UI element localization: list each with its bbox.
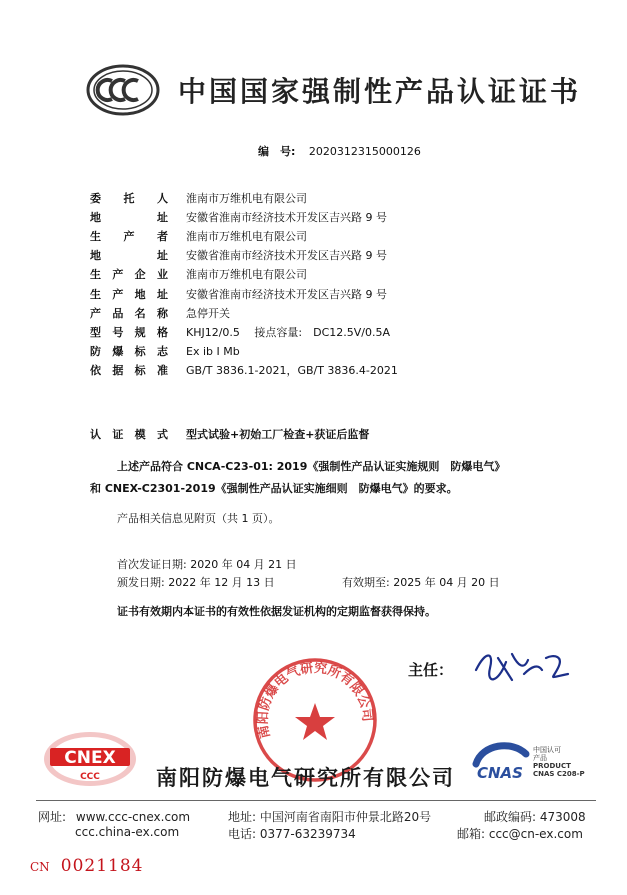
- field-label: 依 据 标 准: [90, 364, 168, 378]
- website-row: [38, 808, 190, 825]
- field-row: [90, 188, 570, 207]
- field-row: [90, 303, 570, 322]
- field-row: [90, 284, 570, 303]
- field-value: 安徽省淮南市经济技术开发区吉兴路 9 号: [186, 249, 387, 263]
- certificate-title: 中国国家强制性产品认证证书: [178, 75, 582, 108]
- email[interactable]: 邮箱: ccc@cn-ex.com: [457, 827, 583, 841]
- website-label: 网址:: [38, 810, 67, 824]
- field-label: 生 产 地 址: [90, 287, 168, 301]
- serial-prefix: CN: [30, 860, 50, 874]
- field-row: [90, 265, 570, 284]
- svg-text:CNAS: CNAS: [477, 764, 523, 782]
- field-row: [90, 207, 570, 226]
- field-row: [90, 342, 570, 361]
- first-issue-date: 首次发证日期: 2020 年 04 月 21 日: [117, 558, 297, 571]
- expiry-date: 有效期至: 2025 年 04 月 20 日: [342, 576, 500, 589]
- field-row: [90, 246, 570, 265]
- annex-note: 产品相关信息见附页（共 1 页）。: [117, 512, 280, 525]
- field-label: 认 证 模 式: [90, 428, 168, 441]
- field-value: 急停开关: [186, 306, 230, 320]
- field-value: 淮南市万维机电有限公司: [186, 268, 307, 282]
- field-label: 委 托 人: [90, 191, 168, 205]
- field-label: 型 号 规 格: [90, 325, 168, 339]
- svg-text:CNEX: CNEX: [64, 748, 116, 768]
- director-signature: [468, 640, 578, 690]
- svg-text:南阳防爆电气研究所有限公司: 南阳防爆电气研究所有限公司: [255, 660, 375, 740]
- conformity-statement-line1: 上述产品符合 CNCA-C23-01: 2019《强制性产品认证实施规则 防爆电气》: [117, 460, 506, 473]
- field-row: [90, 226, 570, 245]
- certificate-fields: [90, 188, 570, 380]
- field-value: 淮南市万维机电有限公司: [186, 191, 307, 205]
- field-value: GB/T 3836.1-2021，GB/T 3836.4-2021: [186, 364, 398, 378]
- field-value: Ex ib Ⅰ Mb: [186, 344, 240, 358]
- validity-note: 证书有效期内本证书的有效性依据发证机构的定期监督获得保持。: [117, 605, 436, 618]
- cnas-logo: [470, 740, 530, 786]
- certificate-number-row: [258, 143, 421, 159]
- footer-divider: [36, 800, 596, 801]
- certificate-number-label: 编 号:: [258, 145, 296, 158]
- website-link-2[interactable]: ccc.china-ex.com: [75, 825, 180, 839]
- field-value: 安徽省淮南市经济技术开发区吉兴路 9 号: [186, 210, 387, 224]
- field-value: KHJ12/0.5 接点容量: DC12.5V/0.5A: [186, 325, 391, 339]
- director-label: 主任：: [408, 661, 454, 679]
- field-value: 淮南市万维机电有限公司: [186, 229, 307, 243]
- cnex-logo: [42, 730, 138, 788]
- field-label: 防 爆 标 志: [90, 345, 168, 359]
- address: 地址: 中国河南省南阳市仲景北路20号: [228, 810, 432, 824]
- phone: 电话: 0377-63239734: [228, 827, 356, 841]
- conformity-statement-line2: 和 CNEX-C2301-2019《强制性产品认证实施细则 防爆电气》的要求。: [90, 482, 458, 495]
- field-value: 安徽省淮南市经济技术开发区吉兴路 9 号: [186, 287, 387, 301]
- certification-mode-row: [90, 426, 369, 442]
- field-label: 生 产 企 业: [90, 268, 168, 282]
- field-label: 产 品 名 称: [90, 306, 168, 320]
- field-label: 地 址: [90, 210, 168, 224]
- serial-value: 0021184: [60, 856, 144, 876]
- field-label: 地 址: [90, 249, 168, 263]
- ccc-logo: [86, 64, 160, 116]
- field-row: [90, 361, 570, 380]
- field-label: 生 产 者: [90, 229, 168, 243]
- certification-mode-value: 型式试验+初始工厂检查+获证后监督: [186, 428, 370, 441]
- field-row: [90, 322, 570, 341]
- certificate-number: 2020312315000126: [308, 145, 421, 158]
- svg-text:CCC: CCC: [80, 772, 100, 782]
- organization-name: 南阳防爆电气研究所有限公司: [156, 766, 455, 790]
- postcode: 邮政编码: 473008: [484, 810, 586, 824]
- issue-date: 颁发日期: 2022 年 12 月 13 日: [117, 576, 275, 589]
- serial-number: [30, 856, 144, 876]
- website-link-1[interactable]: www.ccc-cnex.com: [75, 810, 191, 824]
- cnas-accreditation-text: 中国认可 产品 PRODUCT CNAS C208-P: [533, 746, 585, 778]
